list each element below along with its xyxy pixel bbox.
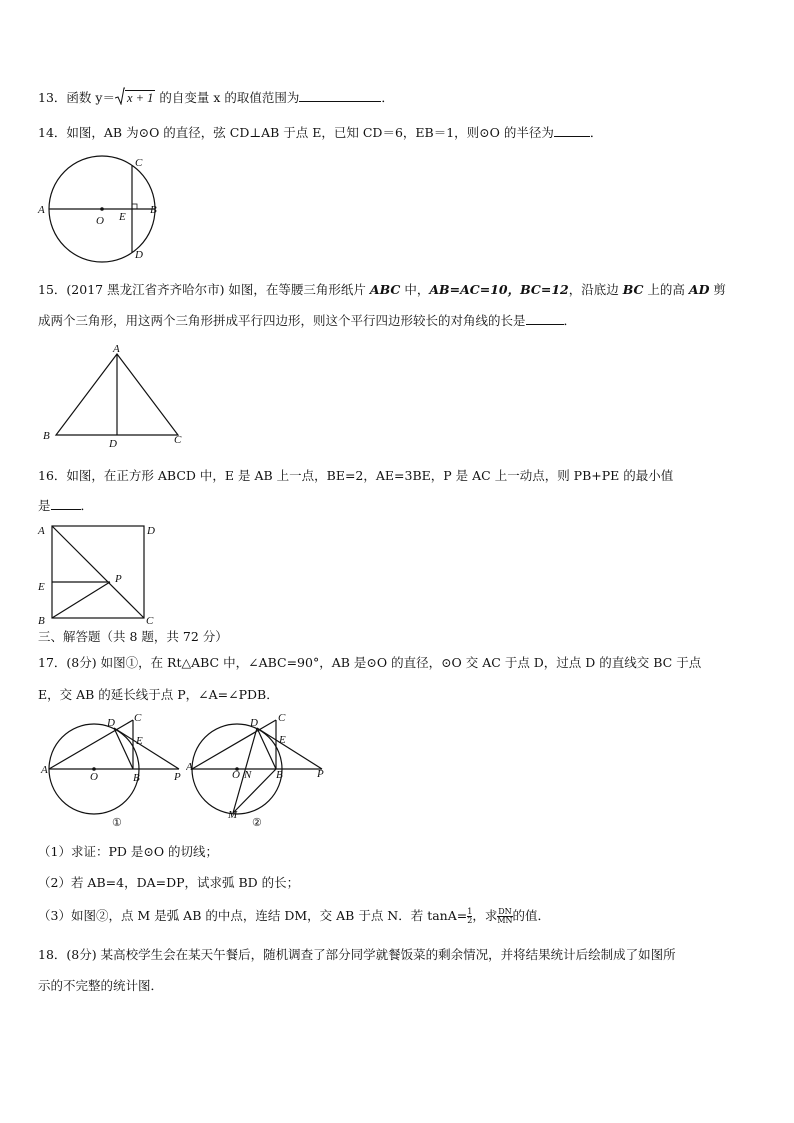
- q17-fig1-label-p: P: [174, 771, 181, 783]
- q17-fig2-label-m: M: [228, 809, 238, 821]
- q17-frac-ratio: [497, 908, 512, 925]
- q17-fig1-line-ac: [49, 720, 133, 769]
- q16-line2-text: 是: [38, 498, 51, 513]
- q14-answer-blank: [554, 124, 590, 137]
- q13-answer-blank: [299, 89, 381, 102]
- q15-label-d: D: [109, 438, 117, 450]
- q15-line1-pre: 15．(2017 黑龙江省齐齐哈尔市) 如图，在等腰三角形纸片: [38, 282, 370, 297]
- q17-fig2-label-b: B: [276, 769, 283, 781]
- q16-line2: [38, 497, 93, 515]
- q15-mid3: 上的高: [643, 282, 689, 297]
- q17-frac-ratio-num: DN: [498, 907, 512, 916]
- q14-text: 14．如图，AB 为⊙O 的直径，弦 CD⊥AB 于点 E，已知 CD＝6，EB＝1，则⊙O 的半径为: [38, 125, 554, 140]
- q17-sub3: [38, 907, 550, 925]
- q16-line1-text: 16．如图，在正方形 ABCD 中，E 是 AB 上一点，BE=2，AE=3BE，P 是 AC 上一动点，则 PB+PE 的最小值: [38, 468, 674, 483]
- q14-center-dot: [100, 207, 104, 211]
- q15-mid1: 中，: [400, 282, 430, 297]
- q15-bc: BC: [622, 282, 644, 297]
- q18-line2-text: 示的不完整的统计图．: [38, 978, 164, 993]
- q17-fig1-label-o: O: [90, 771, 98, 783]
- q17-fig2-label-d: D: [250, 717, 258, 729]
- q17-fig1-label-d: D: [107, 717, 115, 729]
- q14-end: ．: [589, 125, 603, 140]
- q14-figure: [32, 152, 172, 264]
- q15-line1-end: 剪: [709, 282, 726, 297]
- q18-line1: [38, 946, 676, 964]
- q17-line1: [38, 654, 701, 672]
- q15-condition: AB=AC=10，BC=12: [429, 282, 569, 297]
- q15-abc: ABC: [369, 282, 401, 297]
- q17-fig2-label-n: N: [244, 769, 252, 781]
- q15-answer-blank: [526, 312, 564, 325]
- q17-line2-text: E，交 AB 的延长线于点 P，∠A=∠PDB．: [38, 687, 279, 702]
- q16-label-b: B: [38, 615, 45, 627]
- q17-frac-tan-den: 2: [467, 916, 473, 925]
- q15-line2: [38, 312, 576, 330]
- q17-fig2-line-ac: [192, 720, 276, 769]
- q17-fig1-caption: ①: [112, 817, 122, 829]
- q16-figure: [32, 520, 172, 630]
- section-heading: [38, 628, 228, 646]
- q17-frac-ratio-den: MN: [497, 916, 513, 925]
- q16-label-a: A: [38, 525, 45, 537]
- q17-fig2-label-c: C: [278, 712, 286, 724]
- q15-line2-text: 成两个三角形，用这两个三角形拼成平行四边形，则这个平行四边形较长的对角线的长是: [38, 313, 526, 328]
- q13-line: [38, 89, 394, 107]
- q13-end: ．: [381, 90, 394, 105]
- q16-label-d: D: [147, 525, 155, 537]
- q17-line2: [38, 686, 279, 704]
- q17-fig2-caption: ②: [252, 817, 262, 829]
- q14-label-a: A: [38, 204, 45, 216]
- q17-sub1: [38, 843, 218, 861]
- radical-sign-icon: [115, 87, 125, 105]
- q17-fig2-label-o: O: [232, 769, 240, 781]
- q17-fig2-label-a: A: [186, 761, 193, 773]
- q16-label-c: C: [146, 615, 154, 627]
- q16-answer-blank: [51, 497, 81, 510]
- q16-line1: [38, 467, 673, 485]
- q17-sub2: [38, 874, 299, 892]
- q18-line1-text: 18．(8分) 某高校学生会在某天午餐后，随机调查了部分同学就餐饭菜的剩余情况，并将结果统计后绘制成了如图所: [38, 947, 676, 962]
- q17-figure-1: [38, 712, 188, 832]
- q17-fig1-label-c: C: [134, 712, 142, 724]
- q15-mid2: ，沿底边: [568, 282, 623, 297]
- q13-radicand: x + 1: [126, 91, 154, 105]
- q16-end: ．: [80, 498, 94, 513]
- q13-post: 的自变量 x 的取值范围为: [155, 90, 300, 105]
- q16-label-e: E: [38, 581, 45, 593]
- q14-label-c: C: [135, 157, 143, 169]
- q17-fig1-label-a: A: [41, 764, 48, 776]
- q17-sub2-text: （2）若 AB=4，DA=DP，试求弧 BD 的长；: [38, 875, 300, 890]
- q16-diagonal-ac: [52, 526, 144, 618]
- q14-label-e: E: [119, 211, 126, 223]
- q15-end: ．: [563, 313, 577, 328]
- q13-pre: 13．函数 y＝: [38, 90, 115, 105]
- q14-label-o: O: [96, 215, 104, 227]
- q15-label-a: A: [113, 343, 120, 355]
- q15-figure: [38, 340, 188, 450]
- q17-sub1-text: （1）求证：PD 是⊙O 的切线；: [38, 844, 219, 859]
- q16-segment-pb: [52, 582, 110, 618]
- q15-label-c: C: [174, 434, 182, 446]
- section-3-title: 三、解答题（共 8 题，共 72 分）: [38, 629, 228, 644]
- q17-fig1-label-e: E: [136, 735, 143, 747]
- q17-frac-tan-num: 1: [467, 907, 473, 916]
- q17-fig2-label-e: E: [279, 734, 286, 746]
- q17-fig1-label-b: B: [133, 772, 140, 784]
- q18-line2: [38, 977, 163, 995]
- q17-line1-text: 17．(8分) 如图①，在 Rt△ABC 中，∠ABC=90°，AB 是⊙O 的直径，⊙O 交 AC 于点 D，过点 D 的直线交 BC 于点: [38, 655, 702, 670]
- q17-sub3-pre: （3）如图②，点 M 是弧 AB 的中点，连结 DM，交 AB 于点 N．若 tanA=: [38, 908, 468, 923]
- q14-right-angle-mark: [132, 204, 137, 209]
- q17-figure-2: [186, 712, 336, 832]
- q15-label-b: B: [43, 430, 50, 442]
- q17-sub3-mid: ，求: [472, 908, 498, 923]
- q15-ad: AD: [688, 282, 710, 297]
- q17-fig2-label-p: P: [317, 768, 324, 780]
- q14-line: [38, 124, 602, 142]
- q16-label-p: P: [115, 573, 122, 585]
- q14-label-d: D: [135, 249, 143, 261]
- sqrt-expression: [115, 89, 155, 107]
- q14-label-b: B: [150, 204, 157, 216]
- q15-line1: [38, 281, 726, 299]
- q17-sub3-end: 的值．: [512, 908, 551, 923]
